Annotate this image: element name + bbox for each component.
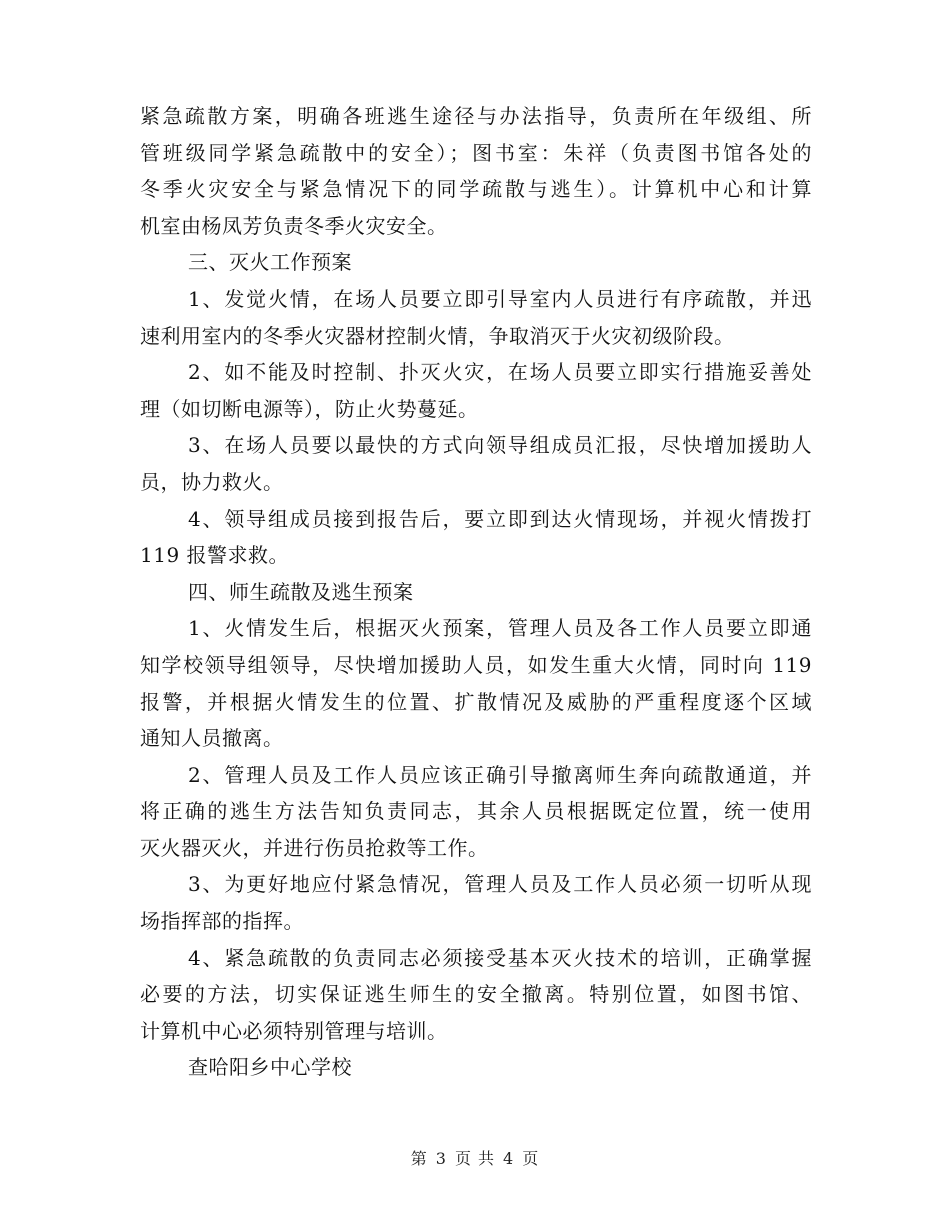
text-line: 紧急疏散方案，明确各班逃生途径与办法指导，负责所在年级组、所 bbox=[140, 104, 812, 128]
text-line: 冬季火灾安全与紧急情况下的同学疏散与逃生）。计算机中心和计算 bbox=[140, 177, 812, 202]
text-line: 119 报警求救。 bbox=[140, 543, 290, 568]
text-line: 2、如不能及时控制、扑灭火灾，在场人员要立即实行措施妥善处 bbox=[188, 360, 812, 385]
text-line: 3、在场人员要以最快的方式向领导组成员汇报，尽快增加援助人 bbox=[188, 433, 812, 458]
text-line: 4、领导组成员接到报告后，要立即到达火情现场，并视火情拨打 bbox=[188, 506, 812, 531]
text-line: 四、师生疏散及逃生预案 bbox=[188, 579, 414, 604]
footer-current-page: 3 bbox=[435, 1149, 447, 1168]
text-line: 将正确的逃生方法告知负责同志，其余人员根据既定位置，统一使用 bbox=[140, 799, 812, 824]
text-line: 4、紧急疏散的负责同志必须接受基本灭火技术的培训，正确掌握 bbox=[188, 945, 812, 970]
text-line: 必要的方法，切实保证逃生师生的安全撤离。特别位置，如图书馆、 bbox=[140, 982, 812, 1007]
text-line: 场指挥部的指挥。 bbox=[140, 909, 304, 934]
footer-middle: 页 共 bbox=[454, 1149, 496, 1168]
footer-suffix: 页 bbox=[522, 1149, 540, 1168]
text-line: 通知人员撤离。 bbox=[140, 726, 284, 751]
text-line: 速利用室内的冬季火灾器材控制火情，争取消灭于火灾初级阶段。 bbox=[140, 323, 735, 348]
text-line: 1、火情发生后，根据灭火预案，管理人员及各工作人员要立即通 bbox=[188, 616, 812, 641]
text-line: 三、灭火工作预案 bbox=[188, 250, 352, 275]
text-line: 报警，并根据火情发生的位置、扩散情况及威胁的严重程度逐个区域 bbox=[140, 689, 812, 714]
text-line: 员，协力救火。 bbox=[140, 469, 284, 494]
text-line: 理（如切断电源等），防止火势蔓延。 bbox=[140, 396, 479, 421]
page-footer bbox=[0, 1146, 950, 1169]
text-line: 3、为更好地应付紧急情况，管理人员及工作人员必须一切听从现 bbox=[188, 872, 812, 897]
text-line: 灭火器灭火，并进行伤员抢救等工作。 bbox=[140, 835, 489, 860]
text-line: 机室由杨凤芳负责冬季火灾安全。 bbox=[140, 213, 448, 238]
text-line: 计算机中心必须特别管理与培训。 bbox=[140, 1018, 448, 1043]
text-line: 查哈阳乡中心学校 bbox=[188, 1055, 352, 1080]
footer-prefix: 第 bbox=[410, 1149, 428, 1168]
text-line: 2、管理人员及工作人员应该正确引导撤离师生奔向疏散通道，并 bbox=[188, 762, 812, 787]
footer-total-pages: 4 bbox=[503, 1149, 515, 1168]
text-line: 1、发觉火情，在场人员要立即引导室内人员进行有序疏散，并迅 bbox=[188, 286, 812, 311]
text-line: 知学校领导组领导，尽快增加援助人员，如发生重大火情，同时向 119 bbox=[140, 652, 812, 677]
text-line: 管班级同学紧急疏散中的安全）；图书室：朱祥（负责图书馆各处的 bbox=[140, 140, 812, 165]
document-body bbox=[140, 98, 812, 1086]
